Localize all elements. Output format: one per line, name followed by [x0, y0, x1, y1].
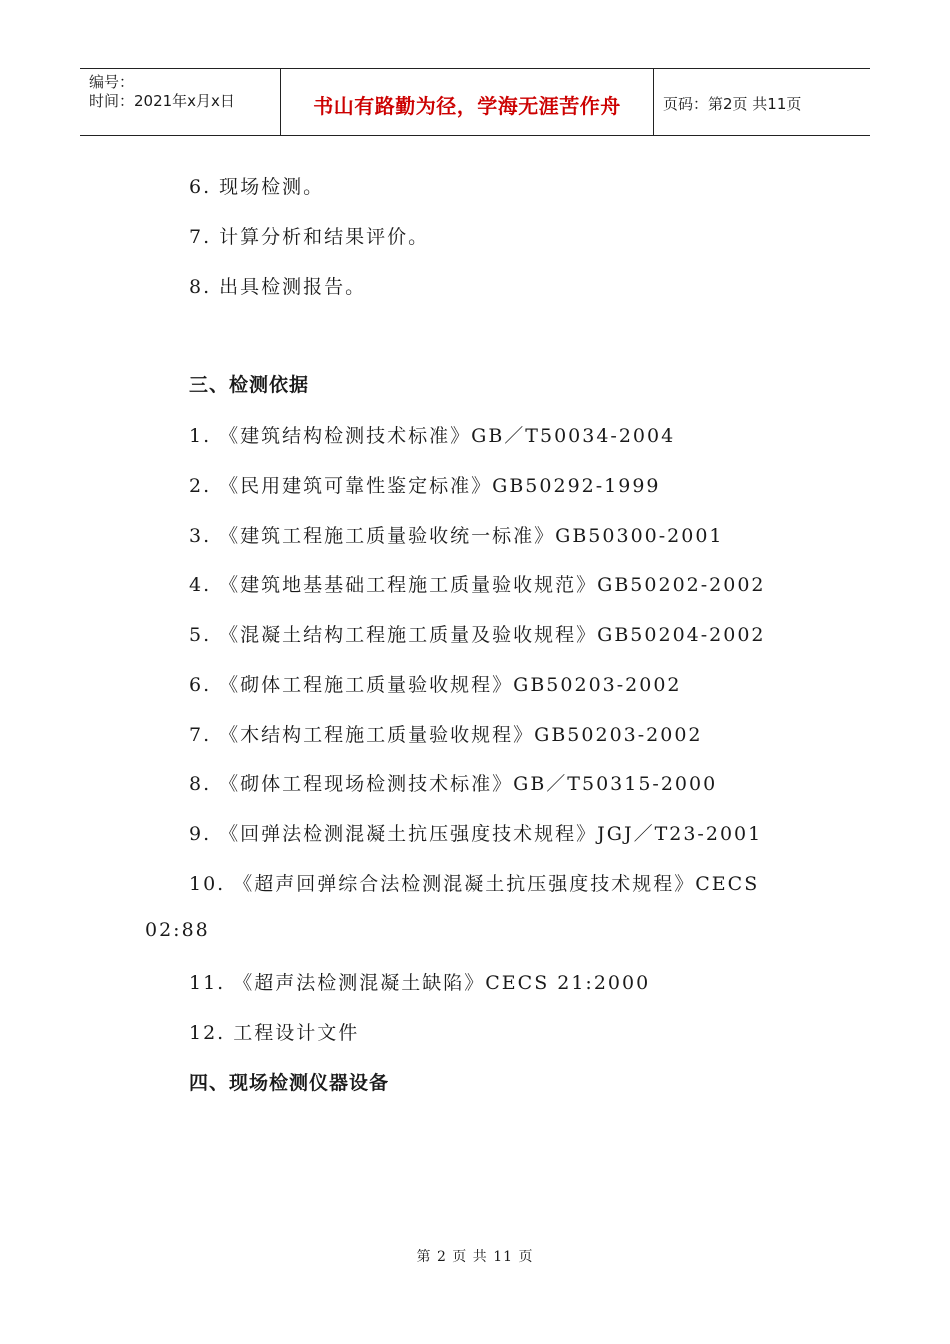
header-page-info: 页码：第2页 共11页 [663, 94, 802, 113]
standard-item: 12. 工程设计文件 [189, 1022, 360, 1044]
document-date: 时间：2021年x月x日 [89, 92, 235, 110]
section-heading-basis: 三、检测依据 [189, 374, 310, 396]
standard-item: 2. 《民用建筑可靠性鉴定标准》GB50292-1999 [189, 475, 661, 497]
standard-item: 9. 《回弹法检测混凝土抗压强度技术规程》JGJ／T23-2001 [189, 823, 763, 845]
step-item: 6. 现场检测。 [189, 176, 325, 198]
document-header [80, 68, 870, 136]
standard-item: 3. 《建筑工程施工质量验收统一标准》GB50300-2001 [189, 525, 724, 547]
standard-item: 10. 《超声回弹综合法检测混凝土抗压强度技术规程》CECS [189, 873, 760, 895]
page-footer: 第 2 页 共 11 页 [416, 1249, 534, 1265]
step-item: 8. 出具检测报告。 [189, 276, 367, 298]
standard-item: 7. 《木结构工程施工质量验收规程》GB50203-2002 [189, 724, 703, 746]
standard-item: 1. 《建筑结构检测技术标准》GB／T50034-2004 [189, 425, 676, 447]
standard-item: 4. 《建筑地基基础工程施工质量验收规范》GB50202-2002 [189, 574, 766, 596]
standard-item: 5. 《混凝土结构工程施工质量及验收规程》GB50204-2002 [189, 624, 766, 646]
step-item: 7. 计算分析和结果评价。 [189, 226, 430, 248]
standard-item-continuation: 02:88 [145, 919, 210, 941]
header-page-cell [654, 69, 870, 135]
section-heading-equipment: 四、现场检测仪器设备 [189, 1072, 390, 1094]
header-motto-cell [281, 69, 654, 135]
standard-item: 8. 《砌体工程现场检测技术标准》GB／T50315-2000 [189, 773, 718, 795]
standard-item: 6. 《砌体工程施工质量验收规程》GB50203-2002 [189, 674, 682, 696]
standard-item: 11. 《超声法检测混凝土缺陷》CECS 21:2000 [189, 972, 651, 994]
document-number-label: 编号： [89, 73, 135, 91]
header-meta-cell [80, 69, 281, 135]
header-motto: 书山有路勤为径，学海无涯苦作舟 [313, 93, 621, 118]
